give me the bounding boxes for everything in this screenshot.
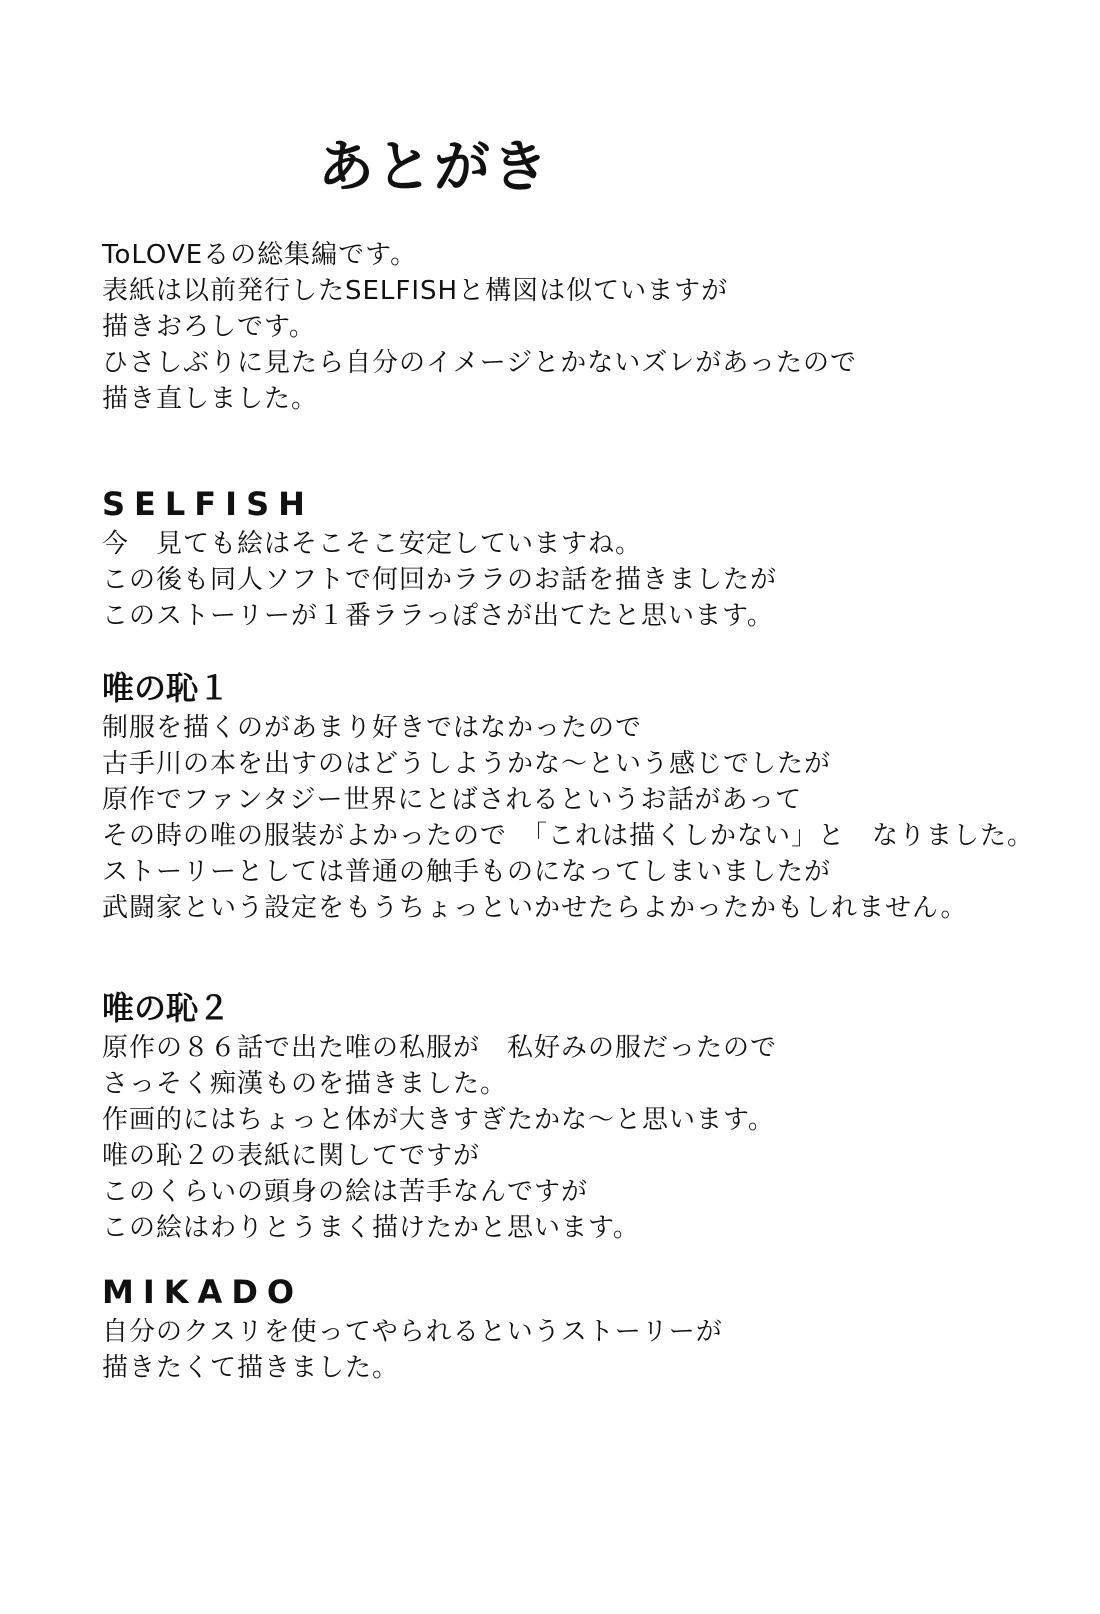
intro-paragraph xyxy=(102,237,857,417)
section-mikado xyxy=(102,1272,723,1386)
section-line: 自分のクスリを使ってやられるというストーリーが xyxy=(102,1317,723,1347)
section-yui-no-haji-2 xyxy=(102,988,777,1246)
section-line: 唯の恥２の表紙に関してですが xyxy=(102,1141,481,1171)
section-heading: MIKADO xyxy=(102,1273,304,1311)
section-selfish xyxy=(102,484,777,634)
section-line: このくらいの頭身の絵は苦手なんですが xyxy=(102,1177,589,1207)
page-title: あとがき xyxy=(318,135,550,200)
section-line: この後も同人ソフトで何回かララのお話を描きましたが xyxy=(102,565,778,595)
section-line: 武闘家という設定をもうちょっといかせたらよかったかもしれません。 xyxy=(102,893,968,923)
section-line: 古手川の本を出すのはどうしようかな～という感じでしたが xyxy=(102,749,832,779)
section-line: 原作の８６話で出た唯の私服が 私好みの服だったので xyxy=(102,1033,778,1063)
section-line: この絵はわりとうまく描けたかと思います。 xyxy=(102,1213,640,1243)
intro-line: ひさしぶりに見たら自分のイメージとかないズレがあったので xyxy=(102,348,857,378)
section-line: 制服を描くのがあまり好きではなかったので xyxy=(102,713,643,743)
section-heading: 唯の恥２ xyxy=(102,989,231,1027)
section-line: 描きたくて描きました。 xyxy=(102,1353,400,1383)
section-heading: SELFISH xyxy=(102,485,314,523)
section-line: 原作でファンタジー世界にとばされるというお話があって xyxy=(102,785,803,815)
section-line: 作画的にはちょっと体が大きすぎたかな～と思います。 xyxy=(102,1105,775,1135)
section-line: このストーリーが１番ララっぽさが出てたと思います。 xyxy=(102,601,774,631)
intro-line: ToLOVEるの総集編です。 xyxy=(102,240,418,270)
section-line: その時の唯の服装がよかったので 「これは描くしかない」と なりました。 xyxy=(102,821,1035,851)
intro-line: 描きおろしです。 xyxy=(102,312,316,342)
section-heading: 唯の恥１ xyxy=(102,669,231,707)
section-line: さっそく痴漢ものを描きました。 xyxy=(102,1069,508,1099)
section-yui-no-haji-1 xyxy=(102,668,1034,926)
intro-line: 表紙は以前発行したSELFISHと構図は似ていますが xyxy=(102,276,729,306)
intro-line: 描き直しました。 xyxy=(102,384,319,414)
section-line: ストーリーとしては普通の触手ものになってしまいましたが xyxy=(102,857,832,887)
section-line: 今 見ても絵はそこそこ安定していますね。 xyxy=(102,529,643,559)
